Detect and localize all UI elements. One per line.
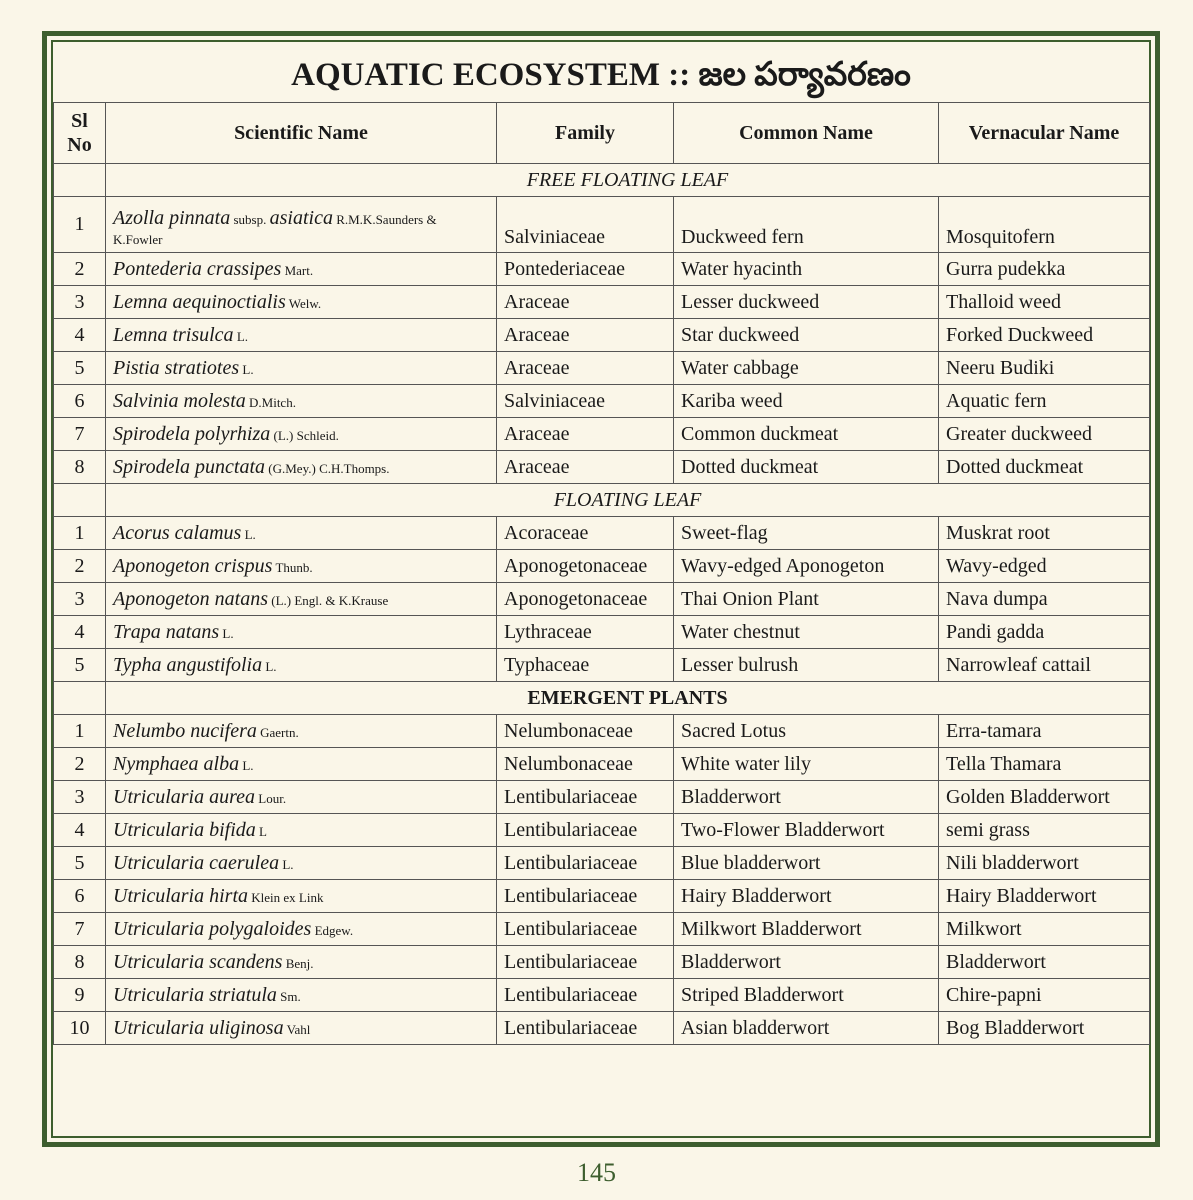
scientific-name-text (113, 588, 388, 610)
author-citation: L. (262, 658, 277, 674)
binomial: Lemna trisulca (113, 323, 234, 346)
cell-scientific-name (106, 979, 497, 1012)
cell-vernacular-name: Thalloid weed (939, 286, 1150, 319)
cell-sl-no: 4 (54, 616, 106, 649)
author-citation: Lour. (255, 790, 287, 806)
cell-vernacular-name: Milkwort (939, 913, 1150, 946)
author-citation: Mart. (281, 262, 314, 278)
table-row (54, 781, 1150, 814)
cell-sl-no: 1 (54, 715, 106, 748)
cell-vernacular-name: Erra-tamara (939, 715, 1150, 748)
cell-family: Acoraceae (497, 517, 674, 550)
cell-vernacular-name: Dotted duckmeat (939, 451, 1150, 484)
section-row (54, 682, 1150, 715)
section-label: FLOATING LEAF (106, 484, 1150, 517)
species-table (53, 102, 1150, 1045)
section-row (54, 164, 1150, 197)
table-row (54, 847, 1150, 880)
cell-family: Nelumbonaceae (497, 715, 674, 748)
cell-vernacular-name: Chire-papni (939, 979, 1150, 1012)
header-common-name: Common Name (674, 103, 939, 164)
table-row (54, 286, 1150, 319)
cell-common-name: Dotted duckmeat (674, 451, 939, 484)
table-row (54, 385, 1150, 418)
author-citation: D.Mitch. (245, 394, 296, 410)
cell-common-name: Wavy-edged Aponogeton (674, 550, 939, 583)
table-row (54, 1012, 1150, 1045)
cell-common-name: Striped Bladderwort (674, 979, 939, 1012)
cell-sl-no: 7 (54, 913, 106, 946)
table-row (54, 319, 1150, 352)
table-header-row (54, 103, 1150, 164)
scientific-name-text (113, 984, 301, 1006)
author-citation: L. (219, 625, 234, 641)
cell-vernacular-name: Nava dumpa (939, 583, 1150, 616)
infraspecific-epithet: asiatica (269, 207, 333, 229)
cell-scientific-name (106, 319, 497, 352)
cell-vernacular-name: semi grass (939, 814, 1150, 847)
cell-sl-no: 5 (54, 847, 106, 880)
cell-sl-no: 3 (54, 583, 106, 616)
binomial: Utricularia caerulea (113, 851, 280, 874)
cell-scientific-name (106, 517, 497, 550)
cell-vernacular-name: Tella Thamara (939, 748, 1150, 781)
header-sl-line1: Sl (71, 110, 88, 132)
binomial: Azolla pinnata (113, 207, 231, 229)
cell-sl-no: 10 (54, 1012, 106, 1045)
author-citation: Edgew. (311, 922, 354, 938)
header-family: Family (497, 103, 674, 164)
cell-sl-no: 7 (54, 418, 106, 451)
binomial: Lemna aequinoctialis (113, 290, 286, 313)
cell-family: Araceae (497, 319, 674, 352)
cell-vernacular-name: Neeru Budiki (939, 352, 1150, 385)
scientific-name-text (113, 258, 313, 280)
cell-sl-no: 1 (54, 197, 106, 253)
cell-vernacular-name: Hairy Bladderwort (939, 880, 1150, 913)
author-citation: subsp. (230, 212, 270, 227)
cell-common-name: Water cabbage (674, 352, 939, 385)
cell-scientific-name (106, 715, 497, 748)
section-row (54, 484, 1150, 517)
cell-scientific-name (106, 847, 497, 880)
cell-family: Lentibulariaceae (497, 1012, 674, 1045)
author-citation: L. (239, 757, 254, 773)
scientific-name-text (113, 654, 277, 676)
table-row (54, 748, 1150, 781)
table-row (54, 197, 1150, 253)
cell-vernacular-name: Wavy-edged (939, 550, 1150, 583)
table-row (54, 616, 1150, 649)
cell-sl-no: 4 (54, 319, 106, 352)
scientific-name-text (113, 456, 389, 478)
author-citation: Klein ex Link (248, 889, 324, 905)
cell-common-name: Common duckmeat (674, 418, 939, 451)
cell-common-name: Duckweed fern (674, 197, 939, 253)
table-row (54, 418, 1150, 451)
table-row (54, 814, 1150, 847)
cell-common-name: Sacred Lotus (674, 715, 939, 748)
cell-scientific-name (106, 946, 497, 979)
scientific-name-text (113, 209, 489, 249)
binomial: Utricularia striatula (113, 983, 277, 1006)
binomial: Pistia stratiotes (113, 356, 240, 379)
cell-scientific-name (106, 748, 497, 781)
cell-vernacular-name: Forked Duckweed (939, 319, 1150, 352)
cell-common-name: Bladderwort (674, 946, 939, 979)
cell-scientific-name (106, 913, 497, 946)
cell-family: Salviniaceae (497, 197, 674, 253)
cell-sl-no: 2 (54, 253, 106, 286)
cell-sl-no: 4 (54, 814, 106, 847)
table-body (54, 164, 1150, 1045)
table-row (54, 352, 1150, 385)
author-citation: Benj. (282, 955, 314, 971)
page-number: 145 (577, 1158, 616, 1187)
cell-vernacular-name: Aquatic fern (939, 385, 1150, 418)
scientific-name-text (113, 951, 314, 973)
table-row (54, 253, 1150, 286)
table-row (54, 880, 1150, 913)
cell-family: Typhaceae (497, 649, 674, 682)
cell-family: Araceae (497, 352, 674, 385)
scientific-name-text (113, 720, 299, 742)
binomial: Typha angustifolia (113, 653, 263, 676)
table-row (54, 946, 1150, 979)
author-citation: L. (239, 361, 254, 377)
scientific-name-text (113, 753, 254, 775)
cell-sl-no: 2 (54, 550, 106, 583)
cell-scientific-name (106, 616, 497, 649)
header-scientific-name: Scientific Name (106, 103, 497, 164)
cell-sl-no: 8 (54, 946, 106, 979)
section-sl-blank (54, 164, 106, 197)
cell-common-name: Lesser duckweed (674, 286, 939, 319)
binomial: Acorus calamus (113, 521, 242, 544)
author-citation: L. (241, 526, 256, 542)
binomial: Spirodela punctata (113, 455, 266, 478)
cell-vernacular-name: Nili bladderwort (939, 847, 1150, 880)
cell-family: Lentibulariaceae (497, 814, 674, 847)
header-sl-line2: No (67, 134, 92, 156)
section-sl-blank (54, 484, 106, 517)
cell-common-name: Two-Flower Bladderwort (674, 814, 939, 847)
cell-family: Salviniaceae (497, 385, 674, 418)
cell-scientific-name (106, 418, 497, 451)
cell-scientific-name (106, 583, 497, 616)
cell-sl-no: 8 (54, 451, 106, 484)
cell-family: Lentibulariaceae (497, 880, 674, 913)
author-citation: (L.) Schleid. (270, 427, 339, 443)
author-citation: (L.) Engl. & K.Krause (268, 592, 389, 608)
binomial: Nymphaea alba (113, 752, 240, 775)
cell-scientific-name (106, 253, 497, 286)
author-citation: Vahl (283, 1021, 311, 1037)
binomial: Utricularia uliginosa (113, 1016, 284, 1039)
section-label: EMERGENT PLANTS (106, 682, 1150, 715)
cell-family: Lentibulariaceae (497, 913, 674, 946)
table-row (54, 451, 1150, 484)
table-row (54, 550, 1150, 583)
section-label: FREE FLOATING LEAF (106, 164, 1150, 197)
author-citation: Gaertn. (256, 724, 299, 740)
cell-sl-no: 9 (54, 979, 106, 1012)
cell-common-name: Water hyacinth (674, 253, 939, 286)
cell-common-name: White water lily (674, 748, 939, 781)
header-sl-no (54, 103, 106, 164)
cell-scientific-name (106, 814, 497, 847)
table-row (54, 715, 1150, 748)
cell-scientific-name (106, 649, 497, 682)
scientific-name-text (113, 621, 234, 643)
scientific-name-text (113, 423, 339, 445)
scientific-name-text (113, 885, 323, 907)
cell-vernacular-name: Pandi gadda (939, 616, 1150, 649)
cell-common-name: Hairy Bladderwort (674, 880, 939, 913)
table-row (54, 913, 1150, 946)
cell-family: Nelumbonaceae (497, 748, 674, 781)
page-title: AQUATIC ECOSYSTEM :: జల పర్యావరణం (291, 57, 911, 93)
cell-sl-no: 3 (54, 781, 106, 814)
table-row (54, 979, 1150, 1012)
cell-scientific-name (106, 451, 497, 484)
cell-vernacular-name: Greater duckweed (939, 418, 1150, 451)
cell-sl-no: 1 (54, 517, 106, 550)
cell-vernacular-name: Bog Bladderwort (939, 1012, 1150, 1045)
scientific-name-text (113, 390, 296, 412)
author-citation: L. (233, 328, 249, 344)
author-citation: Sm. (276, 988, 301, 1004)
binomial: Salvinia molesta (113, 389, 246, 412)
scientific-name-text (113, 819, 267, 841)
cell-scientific-name (106, 385, 497, 418)
cell-vernacular-name: Golden Bladderwort (939, 781, 1150, 814)
author-citation: (G.Mey.) C.H.Thomps. (265, 460, 390, 476)
table-row (54, 649, 1150, 682)
scientific-name-text (113, 357, 254, 379)
cell-family: Araceae (497, 451, 674, 484)
cell-common-name: Milkwort Bladderwort (674, 913, 939, 946)
binomial: Utricularia scandens (113, 950, 283, 973)
cell-family: Lentibulariaceae (497, 946, 674, 979)
binomial: Pontederia crassipes (113, 257, 282, 280)
binomial: Spirodela polyrhiza (113, 422, 271, 445)
table-row (54, 517, 1150, 550)
cell-scientific-name (106, 286, 497, 319)
cell-sl-no: 3 (54, 286, 106, 319)
section-sl-blank (54, 682, 106, 715)
cell-common-name: Sweet-flag (674, 517, 939, 550)
scientific-name-text (113, 786, 286, 808)
cell-scientific-name (106, 781, 497, 814)
cell-common-name: Water chestnut (674, 616, 939, 649)
cell-vernacular-name: Gurra pudekka (939, 253, 1150, 286)
cell-common-name: Asian bladderwort (674, 1012, 939, 1045)
cell-sl-no: 6 (54, 880, 106, 913)
cell-scientific-name (106, 880, 497, 913)
cell-family: Lentibulariaceae (497, 979, 674, 1012)
binomial: Nelumbo nucifera (113, 719, 257, 742)
cell-scientific-name (106, 352, 497, 385)
binomial: Utricularia hirta (113, 884, 249, 907)
cell-sl-no: 6 (54, 385, 106, 418)
cell-family: Aponogetonaceae (497, 583, 674, 616)
author-citation: Welw. (285, 295, 322, 311)
cell-sl-no: 5 (54, 649, 106, 682)
cell-scientific-name (106, 550, 497, 583)
scientific-name-text (113, 324, 248, 346)
scientific-name-text (113, 918, 353, 940)
table-row (54, 583, 1150, 616)
cell-common-name: Thai Onion Plant (674, 583, 939, 616)
infraspecific-author: R.M.K.Saunders & K.Fowler (113, 212, 437, 247)
author-citation: L (255, 823, 267, 839)
cell-family: Lythraceae (497, 616, 674, 649)
binomial: Aponogeton natans (113, 587, 268, 610)
binomial: Utricularia polygaloides (113, 917, 312, 940)
cell-vernacular-name: Bladderwort (939, 946, 1150, 979)
cell-common-name: Star duckweed (674, 319, 939, 352)
cell-common-name: Kariba weed (674, 385, 939, 418)
cell-family: Pontederiaceae (497, 253, 674, 286)
cell-common-name: Blue bladderwort (674, 847, 939, 880)
cell-common-name: Lesser bulrush (674, 649, 939, 682)
binomial: Aponogeton crispus (113, 554, 273, 577)
binomial: Utricularia bifida (113, 818, 256, 841)
scientific-name-text (113, 852, 294, 874)
cell-sl-no: 5 (54, 352, 106, 385)
cell-family: Lentibulariaceae (497, 847, 674, 880)
scientific-name-text (113, 555, 313, 577)
author-citation: Thunb. (272, 559, 313, 575)
cell-family: Aponogetonaceae (497, 550, 674, 583)
binomial: Trapa natans (113, 620, 220, 643)
binomial: Utricularia aurea (113, 785, 256, 808)
cell-family: Araceae (497, 286, 674, 319)
header-vernacular-name: Vernacular Name (939, 103, 1150, 164)
cell-family: Lentibulariaceae (497, 781, 674, 814)
cell-vernacular-name: Narrowleaf cattail (939, 649, 1150, 682)
scientific-name-text (113, 522, 256, 544)
cell-vernacular-name: Mosquitofern (939, 197, 1150, 253)
cell-family: Araceae (497, 418, 674, 451)
cell-scientific-name (106, 1012, 497, 1045)
cell-scientific-name (106, 197, 497, 253)
scientific-name-text (113, 291, 321, 313)
cell-common-name: Bladderwort (674, 781, 939, 814)
author-citation: L. (279, 856, 294, 872)
scientific-name-text (113, 1017, 310, 1039)
cell-sl-no: 2 (54, 748, 106, 781)
cell-vernacular-name: Muskrat root (939, 517, 1150, 550)
